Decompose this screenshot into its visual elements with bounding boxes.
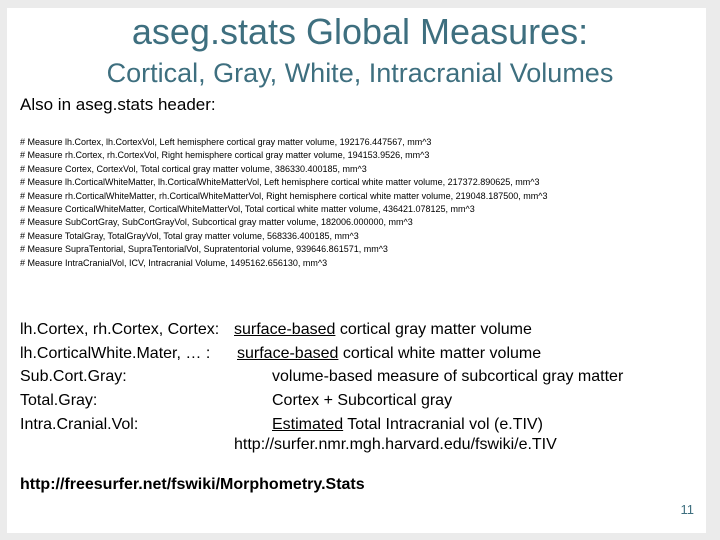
definition-rest: Cortex + Subcortical gray	[272, 392, 453, 410]
definition-rest: cortical gray matter volume	[335, 321, 532, 338]
list-item: # Measure lh.CorticalWhiteMatter, lh.CorticalWhiteMatterVol, Left hemisphere cortical white matter volume, 217372.890625, mm^3	[20, 177, 540, 188]
slide-subtitle: Cortical, Gray, White, Intracranial Volumes	[106, 58, 614, 88]
definition-desc	[272, 413, 543, 437]
section-heading: Also in aseg.stats header:	[20, 95, 216, 114]
etiv-link[interactable]: http://surfer.nmr.mgh.harvard.edu/fswiki/e.TIV	[234, 436, 557, 453]
definition-row	[20, 413, 700, 437]
list-item: # Measure rh.Cortex, rh.CortexVol, Right hemisphere cortical gray matter volume, 194153.9526, mm^3	[20, 150, 430, 161]
list-item: # Measure lh.Cortex, lh.CortexVol, Left hemisphere cortical gray matter volume, 192176.447567, mm^3	[20, 137, 432, 147]
list-item: # Measure TotalGray, TotalGrayVol, Total gray matter volume, 568336.400185, mm^3	[20, 230, 359, 241]
definition-term: lh.CorticalWhite.Mater, … :	[20, 344, 211, 362]
definition-row	[20, 342, 700, 366]
list-item: # Measure SubCortGray, SubCortGrayVol, Subcortical gray matter volume, 182006.000000, mm^3	[20, 217, 413, 228]
measure-list	[20, 136, 547, 270]
definition-term: Sub.Cort.Gray:	[20, 368, 127, 386]
slide-title: aseg.stats Global Measures:	[131, 11, 589, 52]
list-item: # Measure CorticalWhiteMatter, CorticalWhiteMatterVol, Total cortical white matter volume, 436421.078125, mm^3	[20, 204, 475, 215]
definition-rest: volume-based measure of subcortical gray matter	[272, 368, 624, 386]
underlined-text: surface-based	[234, 321, 336, 338]
slide-number: 11	[680, 502, 694, 517]
definition-row	[20, 389, 700, 413]
definition-row	[20, 365, 700, 389]
definition-desc	[237, 342, 541, 366]
definition-row	[20, 318, 700, 342]
list-item: # Measure Cortex, CortexVol, Total cortical gray matter volume, 386330.400185, mm^3	[20, 163, 367, 174]
list-item: # Measure rh.CorticalWhiteMatter, rh.CorticalWhiteMatterVol, Right hemisphere cortical white matter volume, 219048.187500, mm^3	[20, 190, 548, 201]
definition-rest: cortical white matter volume	[338, 344, 542, 362]
definition-term: Intra.Cranial.Vol:	[20, 415, 139, 433]
list-item: # Measure SupraTentorial, SupraTentorialVol, Supratentorial volume, 939646.861571, mm^3	[20, 244, 388, 255]
underlined-text: surface-based	[237, 344, 339, 362]
definition-term: Total.Gray:	[20, 392, 98, 410]
definition-desc	[234, 318, 532, 342]
definition-term: lh.Cortex, rh.Cortex, Cortex:	[20, 321, 220, 338]
definitions	[20, 318, 700, 436]
list-item: # Measure IntraCranialVol, ICV, Intracranial Volume, 1495162.656130, mm^3	[20, 257, 328, 268]
underlined-text: Estimated	[272, 415, 344, 433]
morphometry-stats-link[interactable]: http://freesurfer.net/fswiki/Morphometry.Stats	[20, 476, 365, 493]
definition-desc	[272, 365, 623, 389]
definition-desc	[272, 389, 452, 413]
definition-rest: Total Intracranial vol (e.TIV)	[343, 415, 543, 433]
